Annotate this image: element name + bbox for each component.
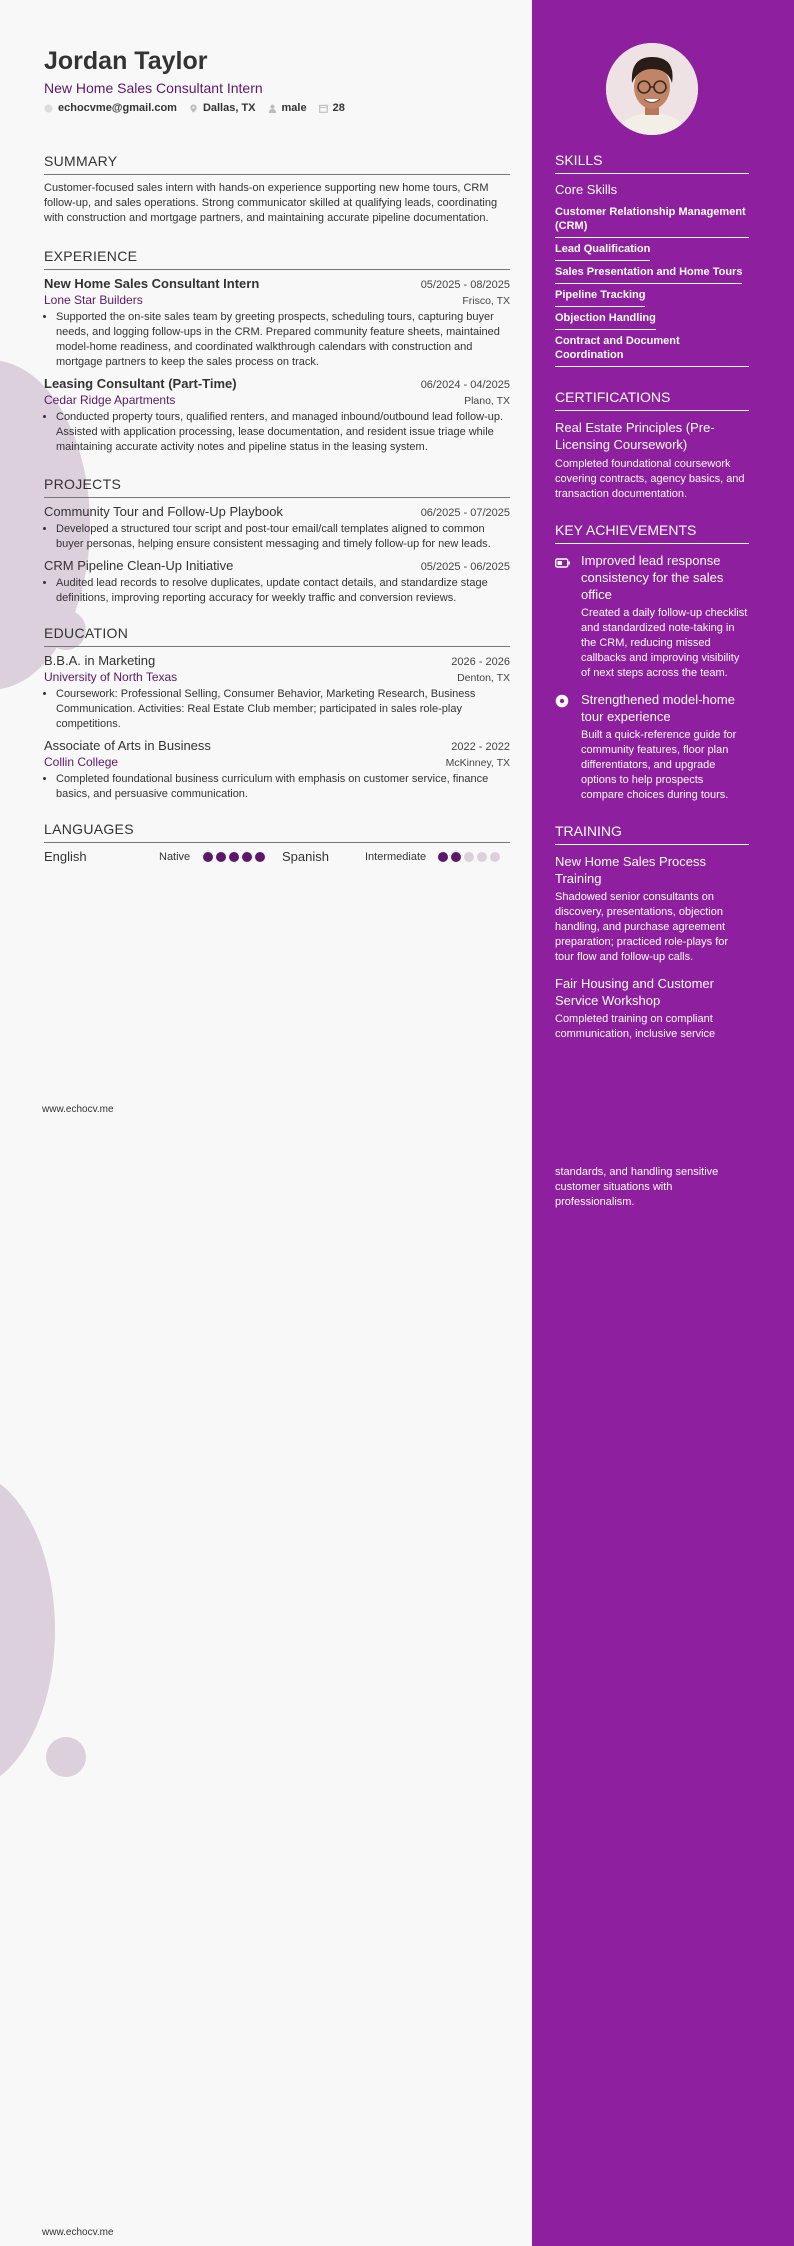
profile-photo xyxy=(606,43,698,135)
language-rating xyxy=(203,852,265,862)
skills-subheading: Core Skills xyxy=(555,182,618,197)
experience-section xyxy=(44,248,510,455)
language-name: English xyxy=(44,849,87,864)
project-bullet: • Developed a structured tour script and post-tour email/call templates aligned to common buyer personas, helping ensure consistent messaging and timely follow-up for new leads. xyxy=(56,522,510,552)
education-heading: EDUCATION xyxy=(44,625,510,647)
certification-name: Real Estate Principles (Pre-Licensing Coursework) xyxy=(555,420,715,452)
experience-item xyxy=(44,376,510,455)
training-text: Shadowed senior consultants on discovery, presentations, objection handling, and purchase agreement preparation; practiced role-plays for tour flow and follow-up calls. xyxy=(555,891,729,963)
contact-age xyxy=(319,102,345,114)
languages-heading: LANGUAGES xyxy=(44,821,510,843)
job-dates: 05/2025 - 08/2025 xyxy=(420,279,510,291)
skill-item: Objection Handling xyxy=(555,307,656,330)
job-dates: 06/2024 - 04/2025 xyxy=(420,379,510,391)
achievement-item xyxy=(555,691,749,803)
footer-site[interactable]: www.echocv.me xyxy=(42,1104,114,1115)
education-dates: 2026 - 2026 xyxy=(451,656,510,668)
rating-dot xyxy=(229,852,239,862)
job-title: Leasing Consultant (Part-Time) xyxy=(44,376,237,391)
contact-email[interactable] xyxy=(44,102,177,114)
decor-circle-large-bottom xyxy=(0,1470,55,1790)
training-heading: TRAINING xyxy=(555,823,749,845)
projects-heading: PROJECTS xyxy=(44,476,510,498)
achievement-title: Improved lead response consistency for the sales office xyxy=(581,553,724,602)
achievement-title: Strengthened model-home tour experience xyxy=(581,692,735,724)
contact-location xyxy=(189,102,256,114)
rating-dot xyxy=(451,852,461,862)
achievement-text: Created a daily follow-up checklist and standardized note-taking in the CRM, reducing missed callbacks and improving visibility of next steps across the team. xyxy=(581,607,748,679)
language-level: Intermediate xyxy=(365,850,427,863)
school-name: Collin College xyxy=(44,755,119,769)
certifications-heading: CERTIFICATIONS xyxy=(555,389,749,411)
projects-section xyxy=(44,476,510,606)
project-dates: 05/2025 - 06/2025 xyxy=(420,561,510,573)
footer-site[interactable]: www.echocv.me xyxy=(42,2227,114,2238)
candidate-name: Jordan Taylor xyxy=(44,47,208,75)
degree-title: B.B.A. in Marketing xyxy=(44,653,156,668)
languages-row xyxy=(44,849,510,864)
language-rating xyxy=(438,852,500,862)
age-text: 28 xyxy=(332,102,345,114)
sidebar-content xyxy=(555,152,749,1042)
experience-item xyxy=(44,276,510,370)
job-location: Plano, TX xyxy=(464,395,510,407)
school-location: Denton, TX xyxy=(457,672,510,684)
school-location: McKinney, TX xyxy=(445,757,510,769)
project-item xyxy=(44,504,510,552)
education-section xyxy=(44,625,510,802)
rating-dot xyxy=(477,852,487,862)
rating-dot xyxy=(438,852,448,862)
job-bullet: • Supported the on-site sales team by greeting prospects, scheduling tours, capturing buyer needs, and logging follow-ups in the CRM. Prepared community feature sheets, maintained model-home readiness, and coordinated walkthrough calendars with construction and mortgage partners to keep the sales process on track. xyxy=(56,310,510,370)
skills-heading: SKILLS xyxy=(555,152,749,174)
skill-item: Lead Qualification xyxy=(555,238,650,261)
language-name: Spanish xyxy=(282,849,329,864)
gender-text: male xyxy=(281,102,307,114)
school-name: University of North Texas xyxy=(44,670,178,684)
summary-text: Customer-focused sales intern with hands-on experience supporting new home tours, CRM follow-up, and sales operations. Strong communicator skilled at qualifying leads, coordinating with construction and mortgage partners, and maintaining accurate pipeline documentation. xyxy=(44,182,498,224)
email-icon xyxy=(44,104,53,113)
language-level: Native xyxy=(159,850,191,863)
company-name: Lone Star Builders xyxy=(44,293,143,307)
project-title: Community Tour and Follow-Up Playbook xyxy=(44,504,283,519)
summary-section xyxy=(44,153,510,226)
company-name: Cedar Ridge Apartments xyxy=(44,393,176,407)
battery-icon xyxy=(555,558,571,568)
skill-item: Pipeline Tracking xyxy=(555,284,645,307)
training-name: New Home Sales Process Training xyxy=(555,854,706,886)
experience-heading: EXPERIENCE xyxy=(44,248,510,270)
email-text: echocvme@gmail.com xyxy=(58,102,177,114)
rating-dot xyxy=(203,852,213,862)
education-bullet: • Coursework: Professional Selling, Consumer Behavior, Marketing Research, Business Communication. Activities: Real Estate Club member; participated in sales role-play competitions. xyxy=(56,687,510,732)
job-title: New Home Sales Consultant Intern xyxy=(44,276,260,291)
job-bullet: • Conducted property tours, qualified renters, and managed inbound/outbound lead follow-up. Assisted with application processing, lease documentation, and resident issue triage while maintaining accurate activity notes and pipeline status in the leasing system. xyxy=(56,410,510,455)
languages-section xyxy=(44,821,510,864)
education-item xyxy=(44,738,510,802)
location-pin-icon xyxy=(189,104,198,113)
rating-dot xyxy=(490,852,500,862)
achievement-text: Built a quick-reference guide for community features, floor plan differentiators, and upgrade options to help prospects compare choices during tours. xyxy=(581,729,737,801)
calendar-icon xyxy=(319,104,328,113)
training-text-continued: standards, and handling sensitive customer situations with professionalism. xyxy=(555,1166,719,1208)
main-column xyxy=(44,46,510,864)
job-location: Frisco, TX xyxy=(462,295,510,307)
education-dates: 2022 - 2022 xyxy=(451,741,510,753)
education-item xyxy=(44,653,510,732)
achievement-item xyxy=(555,552,749,681)
certification-text: Completed foundational coursework covering contracts, agency basics, and transaction documentation. xyxy=(555,458,745,500)
badge-icon xyxy=(555,694,569,708)
rating-dot xyxy=(242,852,252,862)
achievements-heading: KEY ACHIEVEMENTS xyxy=(555,522,749,544)
skill-item: Customer Relationship Management (CRM) xyxy=(555,201,749,238)
rating-dot xyxy=(464,852,474,862)
skill-item: Sales Presentation and Home Tours xyxy=(555,261,742,284)
project-bullet: • Audited lead records to resolve duplicates, update contact details, and standardize stage definitions, improving reporting accuracy for weekly traffic and conversion reviews. xyxy=(56,576,510,606)
person-icon xyxy=(268,104,277,113)
decor-circle-small-bottom xyxy=(46,1737,86,1777)
degree-title: Associate of Arts in Business xyxy=(44,738,211,753)
summary-heading: SUMMARY xyxy=(44,153,510,175)
skill-item: Contract and Document Coordination xyxy=(555,330,749,367)
candidate-role: New Home Sales Consultant Intern xyxy=(44,80,263,96)
education-bullet: • Completed foundational business curriculum with emphasis on customer service, finance basics, and persuasive communication. xyxy=(56,772,510,802)
project-dates: 06/2025 - 07/2025 xyxy=(420,507,510,519)
contact-row xyxy=(44,102,510,114)
training-text: Completed training on compliant communication, inclusive service xyxy=(555,1013,716,1040)
rating-dot xyxy=(255,852,265,862)
skills-list xyxy=(555,201,749,367)
training-name: Fair Housing and Customer Service Workshop xyxy=(555,976,714,1008)
project-item xyxy=(44,558,510,606)
contact-gender xyxy=(268,102,307,114)
location-text: Dallas, TX xyxy=(202,102,256,114)
rating-dot xyxy=(216,852,226,862)
project-title: CRM Pipeline Clean-Up Initiative xyxy=(44,558,234,573)
